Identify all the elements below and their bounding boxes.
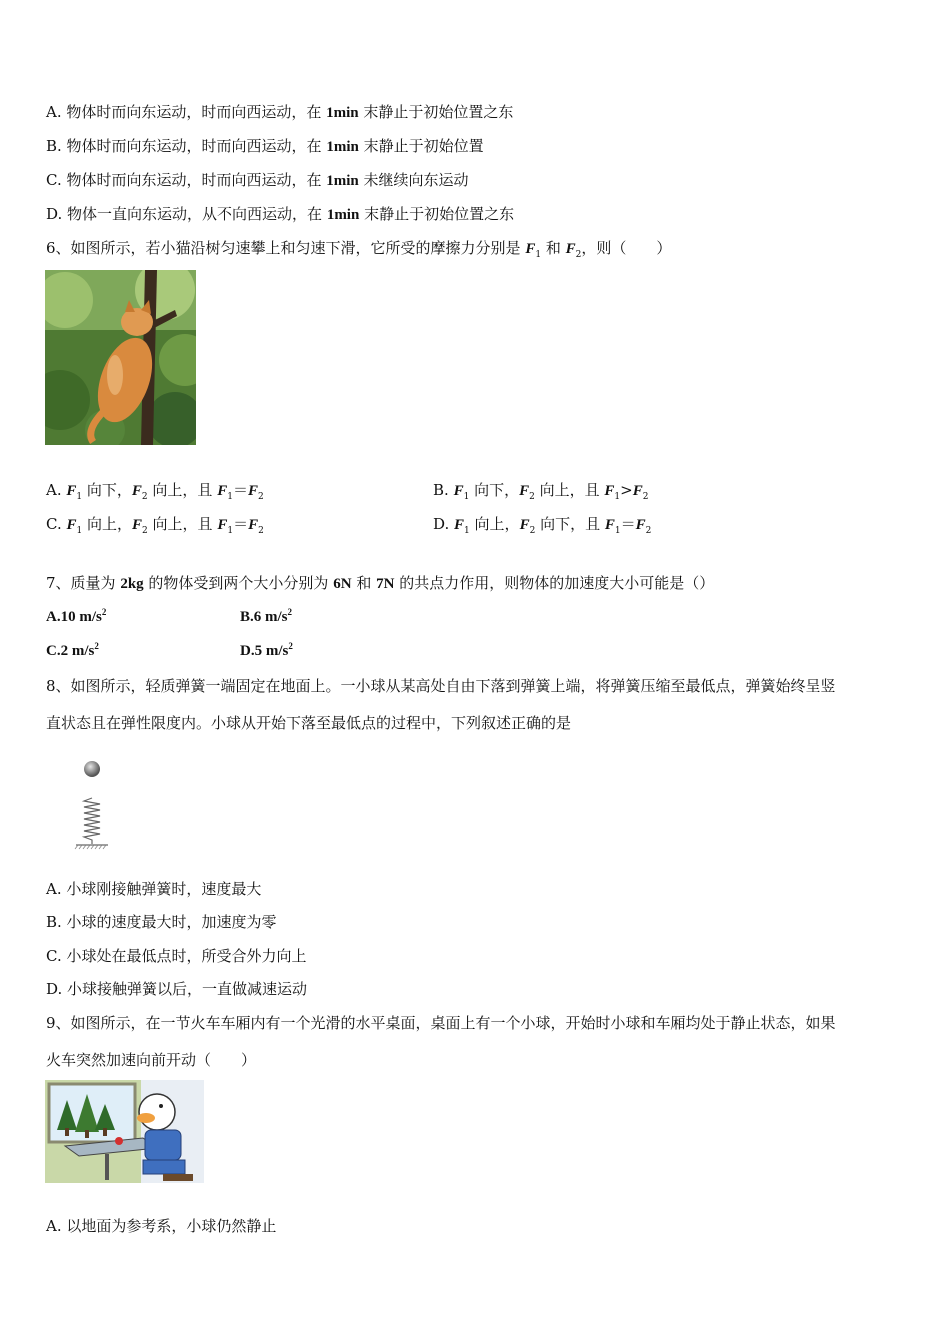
q8-option-c: C. 小球处在最低点时，所受合外力向上 xyxy=(46,947,307,965)
q8-stem-line2: 直状态且在弹性限度内。小球从开始下落至最低点的过程中，下列叙述正确的是 xyxy=(46,714,572,732)
q7-option-d: D.5 $m/s^2$ xyxy=(240,641,293,659)
ball-spring-figure xyxy=(70,756,114,852)
q7-option-a: A.10 $m/s^2$ xyxy=(46,607,107,625)
cat-on-tree-image xyxy=(45,270,196,445)
q5-option-c: C. 物体时而向东运动，时而向西运动，在 1min 未继续向东运动 xyxy=(46,171,469,189)
q8-option-a: A. 小球刚接触弹簧时，速度最大 xyxy=(46,880,262,898)
q5-option-a: A. 物体时而向东运动，时而向西运动，在 1min 末静止于初始位置之东 xyxy=(46,103,514,121)
q6-stem: 6、如图所示，若小猫沿树匀速攀上和匀速下滑，它所受的摩擦力分别是 $F_1$ 和 $F_2$，则（ ） xyxy=(46,239,672,260)
q9-stem-line2: 火车突然加速向前开动（ ） xyxy=(46,1051,257,1069)
q9-stem-line1: 9、如图所示，在一节火车车厢内有一个光滑的水平桌面，桌面上有一个小球，开始时小球和车厢均处于静止状态，如果 xyxy=(46,1014,836,1032)
q8-stem-line1: 8、如图所示，轻质弹簧一端固定在地面上。一小球从某高处自由下落到弹簧上端，将弹簧压缩至最低点，弹簧始终呈竖 xyxy=(46,677,836,695)
ball-on-table xyxy=(115,1137,123,1145)
q7-stem: 7、质量为 2kg 的物体受到两个大小分别为 6N 和 7N 的共点力作用，则物体的加速度大小可能是（） xyxy=(46,574,715,592)
q8-option-d: D. 小球接触弹簧以后，一直做减速运动 xyxy=(46,980,308,998)
q6-option-c: C. $F_1$ 向上，$F_2$ 向上，且 $F_1=F_2$ xyxy=(46,515,264,536)
q7-option-c: C.2 $m/s^2$ xyxy=(46,641,99,659)
q6-option-a: A. $F_1$ 向下，$F_2$ 向上，且 $F_1=F_2$ xyxy=(46,481,264,502)
spring xyxy=(84,798,100,844)
q8-option-b: B. 小球的速度最大时，加速度为零 xyxy=(46,913,277,931)
q6-option-d: D. $F_1$ 向上，$F_2$ 向下，且 $F_1=F_2$ xyxy=(433,515,652,536)
train-carriage-image xyxy=(45,1080,204,1183)
q7-option-b: B.6 $m/s^2$ xyxy=(240,607,293,625)
ball xyxy=(84,761,100,777)
q6-option-b: B. $F_1$ 向下，$F_2$ 向上，且 $F_1>F_2$ xyxy=(433,481,649,502)
q5-option-b: B. 物体时而向东运动，时而向西运动，在 1min 末静止于初始位置 xyxy=(46,137,484,155)
q9-option-a: A. 以地面为参考系，小球仍然静止 xyxy=(46,1217,277,1235)
q5-option-d: D. 物体一直向东运动，从不向西运动，在 1min 末静止于初始位置之东 xyxy=(46,205,515,223)
